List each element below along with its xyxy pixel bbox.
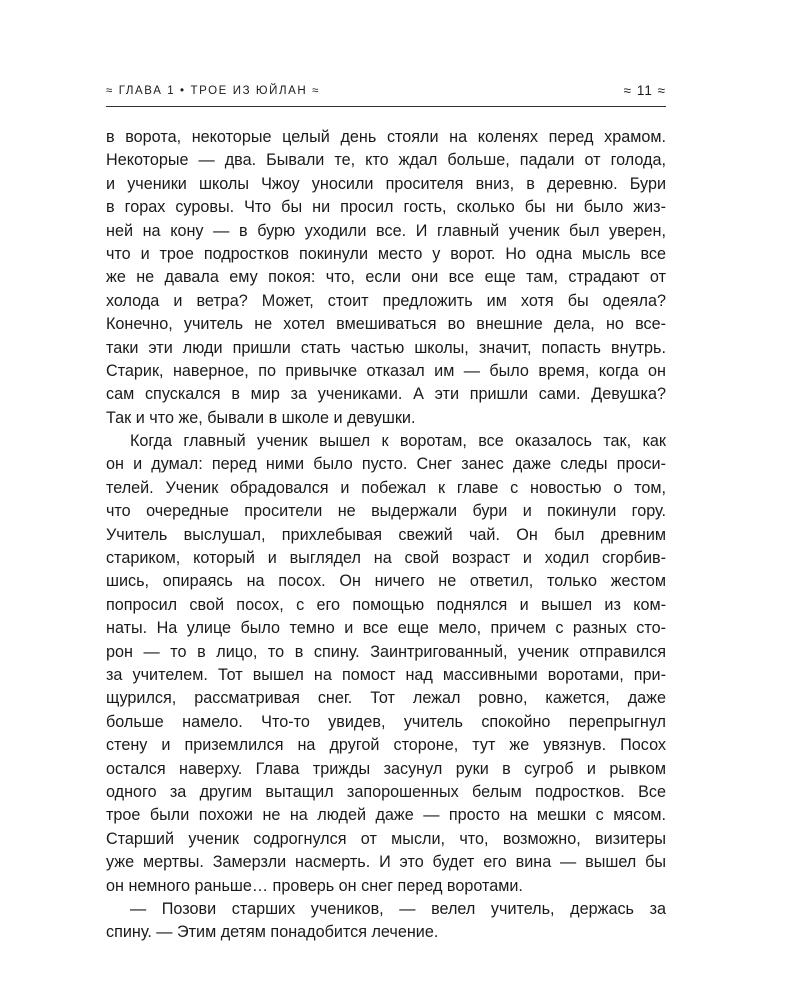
- text-line: наты. На улице было темно и все еще мело, причем с разных сто-: [106, 619, 666, 638]
- text-line: в ворота, некоторые целый день стояли на коленях перед храмом.: [106, 128, 666, 146]
- running-head: ≈ ГЛАВА 1 • ТРОЕ ИЗ ЮЙЛАН ≈: [106, 85, 321, 97]
- body-text: [106, 126, 666, 945]
- text-line: холода и ветра? Может, стоит предложить им хотя бы одеяла?: [106, 291, 666, 310]
- text-line: сам спускался в мир за учениками. А эти пришли сами. Девушка?: [106, 385, 666, 404]
- text-line: уже мертвы. Замерзли насмерть. И это будет его вина — вышел бы: [106, 853, 666, 872]
- text-line: Старик, наверное, по привычке отказал им — было время, когда он: [106, 361, 666, 380]
- text-line: трое были похожи не на людей даже — просто на мешки с мясом.: [106, 806, 666, 825]
- text-line: он и думал: перед ними было пусто. Снег занес даже следы проси-: [106, 455, 666, 474]
- text-line: одного за другим вытащил запорошенных белым подростков. Все: [106, 782, 666, 801]
- text-line: таки эти люди пришли стать частью школы, значит, попасть внутрь.: [106, 338, 666, 357]
- text-line: Так и что же, бывали в школе и девушки.: [106, 408, 416, 427]
- text-line: ней на кону — в бурю уходили все. И главный ученик был уверен,: [106, 221, 666, 240]
- header-rule: [106, 106, 666, 107]
- text-line: Некоторые — два. Бывали те, кто ждал больше, падали от голода,: [106, 151, 666, 170]
- text-line: попросил свой посох, с его помощью поднялся и вышел из ком-: [106, 595, 666, 614]
- text-line: спину. — Этим детям понадобится лечение.: [106, 923, 439, 942]
- text-line: он немного раньше… проверь он снег перед воротами.: [106, 876, 523, 895]
- text-line: Конечно, учитель не хотел вмешиваться во внешние дела, но все-: [106, 315, 666, 334]
- text-line: шись, опираясь на посох. Он ничего не ответил, только жестом: [106, 572, 666, 591]
- text-line: за учителем. Тот вышел на помост над массивными воротами, при-: [106, 665, 666, 684]
- text-line: рон — то в лицо, то в спину. Заинтригованный, ученик отправился: [106, 642, 666, 661]
- text-line: Старший ученик содрогнулся от мысли, что, возможно, визитеры: [106, 829, 666, 848]
- text-line: и ученики школы Чжоу уносили просителя вниз, в деревню. Бури: [106, 174, 666, 193]
- text-line: больше намело. Что-то увидев, учитель спокойно перепрыгнул: [106, 712, 666, 731]
- text-line: телей. Ученик обрадовался и побежал к главе с новостью о том,: [106, 478, 666, 497]
- text-line: что и трое подростков покинули место у ворот. Но одна мысль все: [106, 244, 666, 263]
- text-line: Когда главный ученик вышел к воротам, все оказалось так, как: [130, 432, 666, 451]
- page-number: ≈ 11 ≈: [623, 83, 666, 98]
- text-line: стариком, который и выглядел на свой возраст и ходил сгорбив-: [106, 549, 666, 568]
- text-line: что очередные просители не выдержали бури и покинули гору.: [106, 502, 666, 521]
- text-line: в горах суровы. Что бы ни просил гость, сколько бы ни было жиз-: [106, 198, 666, 217]
- text-line: Учитель выслушал, прихлебывая свежий чай. Он был древним: [106, 525, 666, 544]
- text-line: стену и приземлился на другой стороне, тут же увязнув. Посох: [106, 736, 666, 755]
- text-line: же не давала ему покоя: что, если они все еще там, страдают от: [106, 268, 666, 287]
- page-header: [106, 80, 666, 102]
- text-line: остался наверху. Глава трижды засунул руки в сугроб и рывком: [106, 759, 666, 778]
- text-line: — Позови старших учеников, — велел учитель, держась за: [130, 899, 666, 918]
- text-line: щурился, рассматривая снег. Тот лежал ровно, кажется, даже: [106, 689, 666, 708]
